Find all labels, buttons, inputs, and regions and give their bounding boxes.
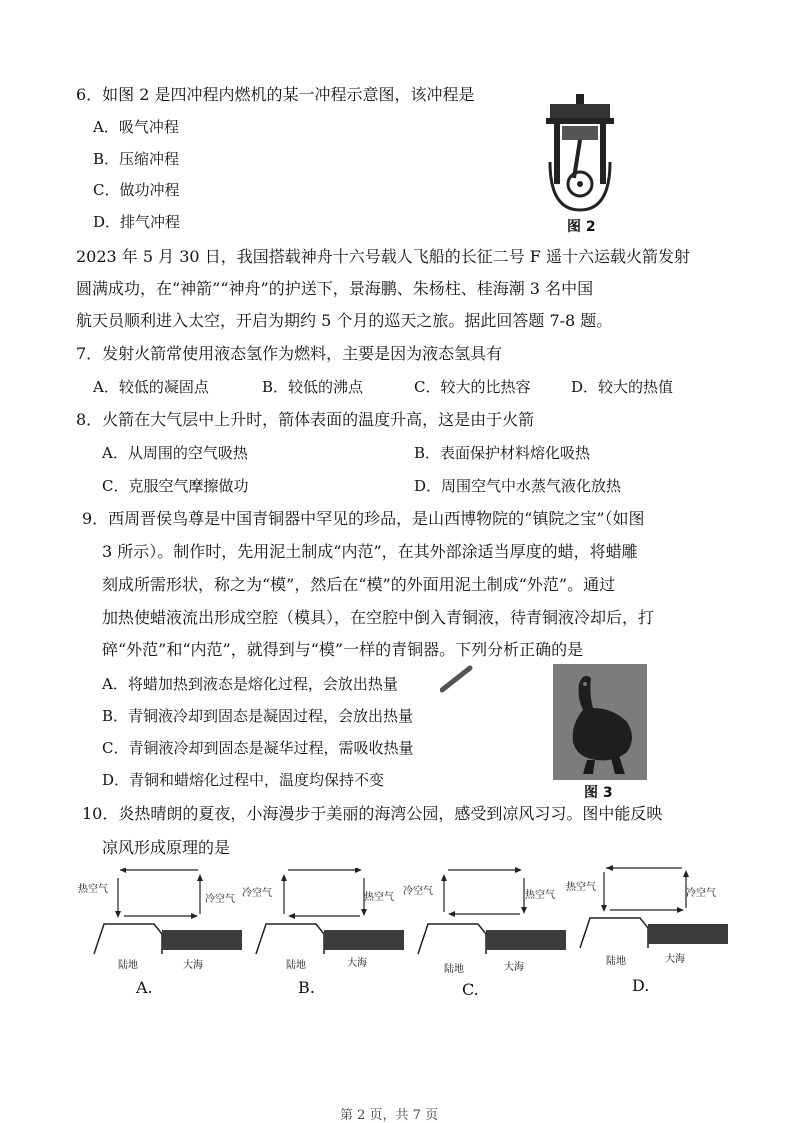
diagram-b-convection (252, 868, 412, 964)
diagram-c-letter: C. (462, 980, 479, 999)
diagram-a-letter: A. (136, 978, 153, 997)
q7-option-c: C．较大的比热容 (414, 378, 531, 396)
q7-option-b: B．较低的沸点 (262, 378, 364, 396)
passage-line: 2023 年 5 月 30 日，我国搭载神舟十六号载人飞船的长征二号 F 遥十六运载火箭发射 (76, 247, 690, 266)
q6-stem: 6．如图 2 是四冲程内燃机的某一冲程示意图，该冲程是 (76, 85, 475, 104)
figure-2-caption: 图 2 (567, 219, 596, 235)
diagram-b-letter: B. (298, 978, 315, 997)
diagram-d-left-label: 热空气 (566, 882, 596, 893)
page-footer: 第 2 页，共 7 页 (340, 1108, 439, 1123)
diagram-c-sea-label: 大海 (504, 962, 524, 973)
diagram-c-right-label: 热空气 (525, 890, 555, 901)
diagram-a-left-label: 热空气 (78, 884, 108, 895)
q9-line: 9．西周晋侯鸟尊是中国青铜器中罕见的珍品，是山西博物院的“镇院之宝”（如图 (82, 509, 645, 528)
diagram-c-left-label: 冷空气 (403, 886, 433, 897)
q6-option-c: C．做功冲程 (93, 181, 180, 199)
q9-line: 碎“外范”和“内范”，就得到与“模”一样的青铜器。下列分析正确的是 (102, 640, 584, 659)
diagram-c-convection (414, 866, 574, 962)
q9-option-c: C．青铜液冷却到固态是凝华过程，需吸收热量 (102, 739, 414, 757)
diagram-b-right-label: 热空气 (364, 892, 394, 903)
q6-option-b: B．压缩冲程 (93, 150, 180, 168)
q8-option-d: D．周围空气中水蒸气液化放热 (414, 477, 622, 495)
diagram-b-left-label: 冷空气 (242, 888, 272, 899)
diagram-d-land-label: 陆地 (606, 956, 626, 967)
diagram-b-sea-label: 大海 (347, 958, 367, 969)
q7-option-a: A．较低的凝固点 (93, 378, 209, 396)
q9-line: 3 所示）。制作时，先用泥土制成“内范”，在其外部涂适当厚度的蜡，将蜡雕 (102, 542, 638, 561)
q7-stem: 7．发射火箭常使用液态氢作为燃料，主要是因为液态氢具有 (76, 344, 503, 363)
q8-option-a: A．从周围的空气吸热 (102, 444, 248, 462)
q9-line: 加热使蜡液流出形成空腔（模具），在空腔中倒入青铜液，待青铜液冷却后，打 (102, 608, 655, 627)
diagram-d-letter: D. (632, 976, 650, 995)
q10-line: 10．炎热晴朗的夏夜，小海漫步于美丽的海湾公园，感受到凉风习习。图中能反映 (82, 804, 663, 823)
q8-option-c: C．克服空气摩擦做功 (102, 477, 249, 495)
q9-line: 刻成所需形状，称之为“模”，然后在“模”的外面用泥土制成“外范”。通过 (102, 575, 616, 594)
q8-option-b: B．表面保护材料熔化吸热 (414, 444, 591, 462)
bronze-bird-zun-photo (553, 664, 647, 780)
q9-option-a: A．将蜡加热到液态是熔化过程，会放出热量 (102, 675, 398, 693)
diagram-d-right-label: 冷空气 (686, 888, 716, 899)
diagram-a-right-label: 冷空气 (205, 894, 235, 905)
diagram-a-sea-label: 大海 (183, 960, 203, 971)
diagram-b-land-label: 陆地 (286, 960, 306, 971)
diagram-d-sea-label: 大海 (665, 954, 685, 965)
passage-line: 圆满成功，在“神箭”“神舟”的护送下，景海鹏、朱杨柱、桂海潮 3 名中国 (76, 279, 594, 298)
q10-line: 凉风形成原理的是 (102, 838, 231, 857)
q6-option-d: D．排气冲程 (93, 213, 181, 231)
q8-stem: 8．火箭在大气层中上升时，箭体表面的温度升高，这是由于火箭 (76, 410, 535, 429)
engine-cylinder-figure (540, 92, 620, 222)
q9-option-d: D．青铜和蜡熔化过程中，温度均保持不变 (102, 771, 385, 789)
figure-3-caption: 图 3 (584, 785, 613, 801)
q7-option-d: D．较大的热值 (571, 378, 674, 396)
diagram-d-convection (576, 864, 736, 960)
diagram-c-land-label: 陆地 (444, 964, 464, 975)
q6-option-a: A．吸气冲程 (93, 118, 179, 136)
passage-line: 航天员顺利进入太空，开启为期约 5 个月的巡天之旅。据此回答题 7-8 题。 (76, 311, 613, 330)
q9-option-b: B．青铜液冷却到固态是凝固过程，会放出热量 (102, 707, 414, 725)
diagram-a-land-label: 陆地 (118, 960, 138, 971)
diagram-a-convection (90, 868, 250, 964)
pen-mark-icon (440, 664, 474, 694)
